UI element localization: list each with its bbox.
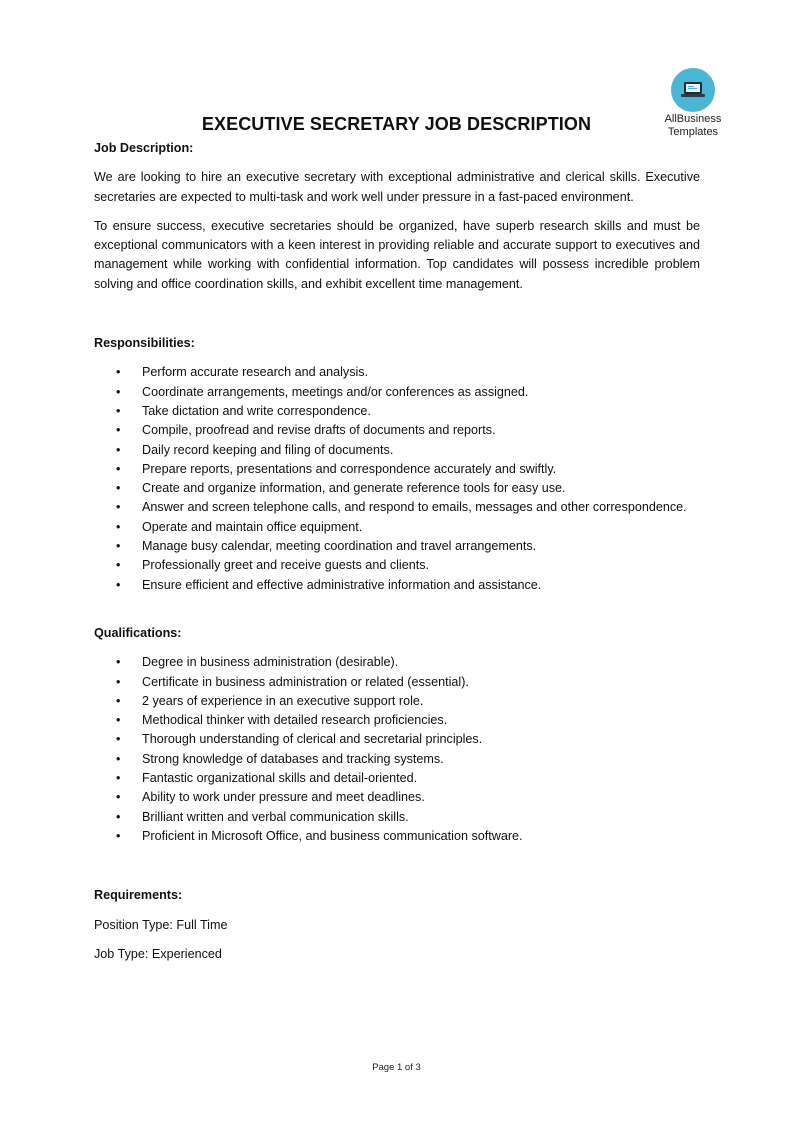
- list-item-text: Strong knowledge of databases and tracking systems.: [142, 751, 444, 766]
- list-item: [94, 750, 700, 769]
- logo-circle: [671, 68, 715, 112]
- bullet-icon: •: [116, 828, 121, 843]
- list-item-text: Ability to work under pressure and meet deadlines.: [142, 790, 425, 805]
- list-item: [94, 402, 700, 421]
- list-item-text: Daily record keeping and filing of documents.: [142, 442, 394, 457]
- list-item-text: Manage busy calendar, meeting coordination and travel arrangements.: [142, 539, 537, 554]
- list-item: [94, 518, 700, 537]
- requirements-heading: Requirements:: [94, 888, 183, 903]
- bullet-icon: •: [116, 558, 121, 573]
- bullet-icon: •: [116, 500, 121, 515]
- bullet-icon: •: [116, 539, 121, 554]
- job-description-heading: Job Description:: [94, 141, 194, 155]
- list-item-text: Prepare reports, presentations and correspondence accurately and swiftly.: [142, 461, 557, 476]
- list-item: [94, 808, 700, 827]
- list-item: [94, 576, 700, 595]
- list-item: [94, 441, 700, 460]
- list-item-text: Create and organize information, and generate reference tools for easy use.: [142, 481, 566, 496]
- logo-text-line1: AllBusiness: [664, 113, 722, 125]
- page-number: Page 1 of 3: [372, 1062, 421, 1073]
- list-item: [94, 673, 700, 692]
- bullet-icon: •: [116, 655, 121, 670]
- list-item-text: Methodical thinker with detailed research proficiencies.: [142, 713, 448, 728]
- bullet-icon: •: [116, 423, 121, 438]
- bullet-icon: •: [116, 771, 121, 786]
- list-item-text: Ensure efficient and effective administrative information and assistance.: [142, 577, 542, 592]
- bullet-icon: •: [116, 442, 121, 457]
- list-item-text: Brilliant written and verbal communication skills.: [142, 809, 409, 824]
- list-item-text: Degree in business administration (desirable).: [142, 655, 399, 670]
- list-item-text: Proficient in Microsoft Office, and business communication software.: [142, 828, 523, 843]
- document-body: [94, 139, 700, 964]
- responsibilities-list: [94, 363, 700, 595]
- logo-text-line2: Templates: [667, 126, 719, 138]
- bullet-icon: •: [116, 790, 121, 805]
- list-item: [94, 653, 700, 672]
- list-item: [94, 460, 700, 479]
- list-item: [94, 827, 700, 846]
- list-item-text: Thorough understanding of clerical and secretarial principles.: [142, 732, 483, 747]
- list-item: [94, 730, 700, 749]
- page-title: EXECUTIVE SECRETARY JOB DESCRIPTION: [201, 114, 592, 134]
- bullet-icon: •: [116, 481, 121, 496]
- job-type: Job Type: Experienced: [94, 946, 222, 961]
- bullet-icon: •: [116, 751, 121, 766]
- bullet-icon: •: [116, 519, 121, 534]
- list-item: [94, 711, 700, 730]
- bullet-icon: •: [116, 713, 121, 728]
- list-item: [94, 692, 700, 711]
- bullet-icon: •: [116, 732, 121, 747]
- bullet-icon: •: [116, 674, 121, 689]
- list-item-text: Professionally greet and receive guests and clients.: [142, 558, 430, 573]
- list-item: [94, 383, 700, 402]
- bullet-icon: •: [116, 693, 121, 708]
- list-item-text: Fantastic organizational skills and detail-oriented.: [142, 771, 418, 786]
- bullet-icon: •: [116, 809, 121, 824]
- bullet-icon: •: [116, 365, 121, 380]
- list-item-text: Compile, proofread and revise drafts of documents and reports.: [142, 423, 496, 438]
- bullet-icon: •: [116, 461, 121, 476]
- job-description-paragraph: We are looking to hire an executive secretary with exceptional administrative and clerical skills. Executive secretaries are expected to multi-task and work well under pressure in a fast-paced environment.: [94, 170, 700, 204]
- list-item-text: Certificate in business administration or related (essential).: [142, 674, 469, 689]
- list-item-text: Perform accurate research and analysis.: [142, 365, 369, 380]
- list-item: [94, 363, 700, 382]
- list-item: [94, 479, 700, 498]
- list-item: [94, 788, 700, 807]
- position-type: Position Type: Full Time: [94, 917, 228, 932]
- list-item-text: Answer and screen telephone calls, and respond to emails, messages and other correspondence.: [142, 500, 687, 515]
- list-item-text: Coordinate arrangements, meetings and/or conferences as assigned.: [142, 384, 529, 399]
- bullet-icon: •: [116, 384, 121, 399]
- list-item: [94, 421, 700, 440]
- qualifications-list: [94, 653, 700, 846]
- laptop-icon: [680, 80, 706, 100]
- list-item: [94, 769, 700, 788]
- list-item: [94, 537, 700, 556]
- job-description-paragraph: To ensure success, executive secretaries should be organized, have superb research skills and must be exceptional communicators with a keen interest in providing reliable and accurate support to executives and management while working with confidential information. Top candidates will possess incredible problem solving and office coordination skills, and exhibit excellent time management.: [94, 218, 700, 291]
- bullet-icon: •: [116, 577, 121, 592]
- bullet-icon: •: [116, 403, 121, 418]
- qualifications-heading: Qualifications:: [94, 625, 182, 640]
- list-item-text: 2 years of experience in an executive support role.: [142, 693, 424, 708]
- list-item-text: Operate and maintain office equipment.: [142, 519, 363, 534]
- responsibilities-heading: Responsibilities:: [94, 336, 195, 351]
- list-item: [94, 498, 700, 517]
- list-item-text: Take dictation and write correspondence.: [142, 403, 371, 418]
- list-item: [94, 556, 700, 575]
